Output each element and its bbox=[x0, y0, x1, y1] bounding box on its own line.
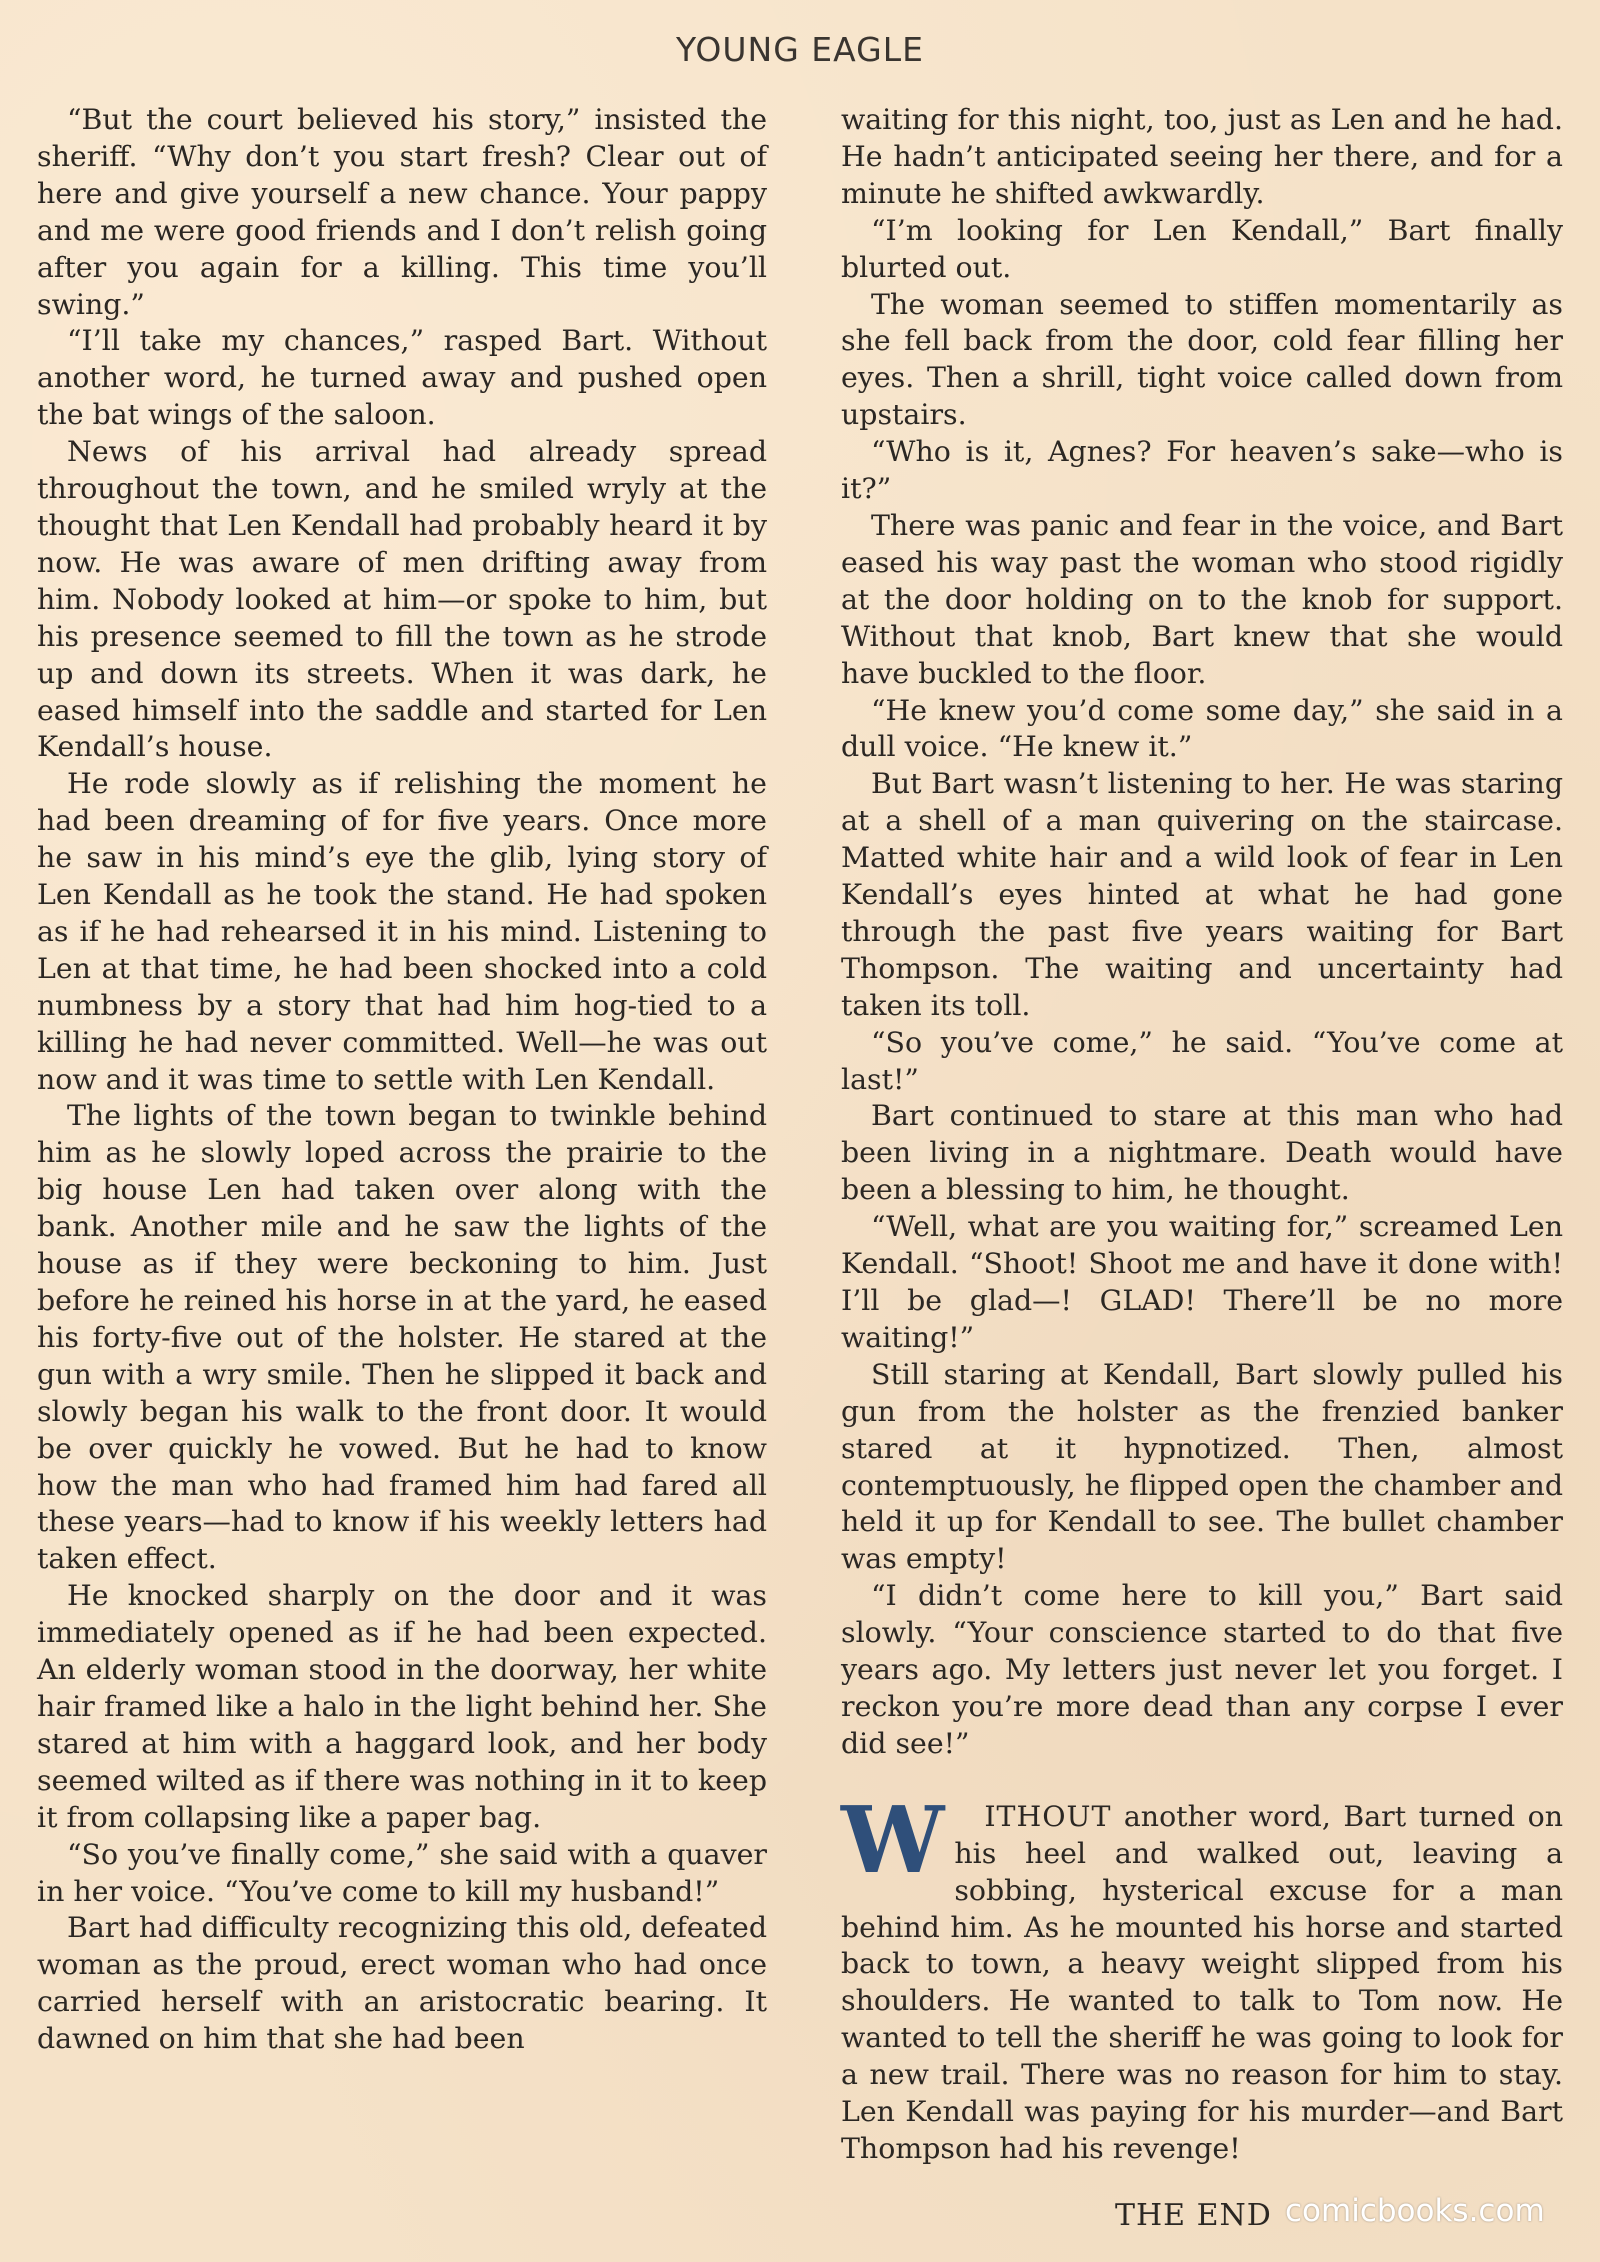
drop-cap: W bbox=[841, 1785, 945, 1894]
paragraph: waiting for this night, too, just as Len and he had. He hadn’t anticipated seeing her there, and for a minute he shifted awkwardly. bbox=[841, 103, 1563, 210]
paragraph: Bart continued to stare at this man who had been living in a nightmare. Death would have been a blessing to him, he thought. bbox=[841, 1099, 1563, 1207]
paragraph: “I didn’t come here to kill you,” Bart said slowly. “Your conscience started to do that five years ago. My letters just never let you forget. I reckon you’re more dead than any corpse I ever did see!” bbox=[841, 1579, 1563, 1760]
paragraph: He rode slowly as if relishing the moment he had been dreaming of for five years. Once more he saw in his mind’s eye the glib, lying story of Len Kendall as he took the stand. He had spoken as if he had rehearsed it in his mind. Listening to Len at that time, he had been shocked into a cold numbness by a story that had him hog-tied to a killing he had never committed. Well—he was out now and it was time to settle with Len Kendall. bbox=[37, 767, 767, 1096]
right-column bbox=[841, 102, 1563, 2168]
final-paragraph-body: another word, Bart turned on his heel and walked out, leaving a sobbing, hysterical excuse for a man behind him. As he mounted his horse and started back to town, a heavy weight slipped from his shoulders. He wanted to talk to Tom now. He wanted to tell the sheriff he was going to look for a new trail. There was no reason for him to stay. Len Kendall was paying for his murder—and Bart Thompson had his revenge! bbox=[841, 1799, 1563, 2165]
running-header: YOUNG EAGLE bbox=[676, 30, 924, 69]
paragraph: The woman seemed to stiffen momentarily as she fell back from the door, cold fear filling her eyes. Then a shrill, tight voice called down from upstairs. bbox=[841, 287, 1563, 432]
paragraph: News of his arrival had already spread throughout the town, and he smiled wryly at the thought that Len Kendall had probably heard it by now. He was aware of men drifting away from him. Nobody looked at him—or spoke to him, but his presence seemed to fill the town as he strode up and down its streets. When it was dark, he eased himself into the saddle and started for Len Kendall’s house. bbox=[37, 435, 767, 764]
final-paragraph-text bbox=[841, 1785, 1563, 2168]
final-paragraph-lead: ITHOUT bbox=[984, 1799, 1112, 1833]
watermark: comicbooks.com bbox=[1285, 2193, 1545, 2229]
paragraph: “I’m looking for Len Kendall,” Bart finally blurted out. bbox=[841, 213, 1563, 284]
final-paragraph bbox=[841, 1785, 1563, 2168]
paragraph: The lights of the town began to twinkle behind him as he slowly loped across the prairie to the big house Len had taken over along with the bank. Another mile and he saw the lights of the house as if they were beckoning to him. Just before he reined his horse in at the yard, he eased his forty-five out of the holster. He stared at the gun with a wry smile. Then he slipped it back and slowly began his walk to the front door. It would be over quickly he vowed. But he had to know how the man who had framed him had fared all these years—had to know if his weekly letters had taken effect. bbox=[37, 1099, 767, 1576]
paragraph: Still staring at Kendall, Bart slowly pulled his gun from the holster as the frenzied banker stared at it hypnotized. Then, almost contemptuously, he flipped open the chamber and held it up for Kendall to see. The bullet chamber was empty! bbox=[841, 1357, 1563, 1576]
paragraph: “Well, what are you waiting for,” screamed Len Kendall. “Shoot! Shoot me and have it done with! I’ll be glad—! GLAD! There’ll be no more waiting!” bbox=[841, 1210, 1563, 1354]
paragraph: There was panic and fear in the voice, and Bart eased his way past the woman who stood rigidly at the door holding on to the knob for support. Without that knob, Bart knew that she would have buckled to the floor. bbox=[841, 508, 1563, 690]
left-column bbox=[37, 102, 767, 2058]
paragraph: “Who is it, Agnes? For heaven’s sake—who is it?” bbox=[841, 435, 1563, 506]
paragraph: But Bart wasn’t listening to her. He was staring at a shell of a man quivering on the staircase. Matted white hair and a wild look of fear in Len Kendall’s eyes hinted at what he had gone through the past five years waiting for Bart Thompson. The waiting and uncertainty had taken its toll. bbox=[841, 767, 1563, 1022]
paragraph: He knocked sharply on the door and it was immediately opened as if he had been expected. An elderly woman stood in the doorway, her white hair framed like a halo in the light behind her. She stared at him with a haggard look, and her body seemed wilted as if there was nothing in it to keep it from collapsing like a paper bag. bbox=[37, 1579, 767, 1834]
paragraph: “I’ll take my chances,” rasped Bart. Without another word, he turned away and pushed open the bat wings of the saloon. bbox=[37, 324, 767, 432]
paragraph: “But the court believed his story,” insisted the sheriff. “Why don’t you start fresh? Clear out of here and give yourself a new chance. Your pappy and me were good friends and I don’t relish going after you again for a killing. This time you’ll swing.” bbox=[37, 103, 767, 321]
the-end-label: THE END bbox=[1115, 2198, 1272, 2233]
paragraph: “He knew you’d come some day,” she said in a dull voice. “He knew it.” bbox=[841, 693, 1563, 764]
paragraph: Bart had difficulty recognizing this old, defeated woman as the proud, erect woman who had once carried herself with an aristocratic bearing. It dawned on him that she had been bbox=[37, 1911, 767, 2056]
paragraph: “So you’ve come,” he said. “You’ve come at last!” bbox=[841, 1025, 1563, 1096]
paragraph: “So you’ve finally come,” she said with a quaver in her voice. “You’ve come to kill my husband!” bbox=[37, 1837, 767, 1908]
